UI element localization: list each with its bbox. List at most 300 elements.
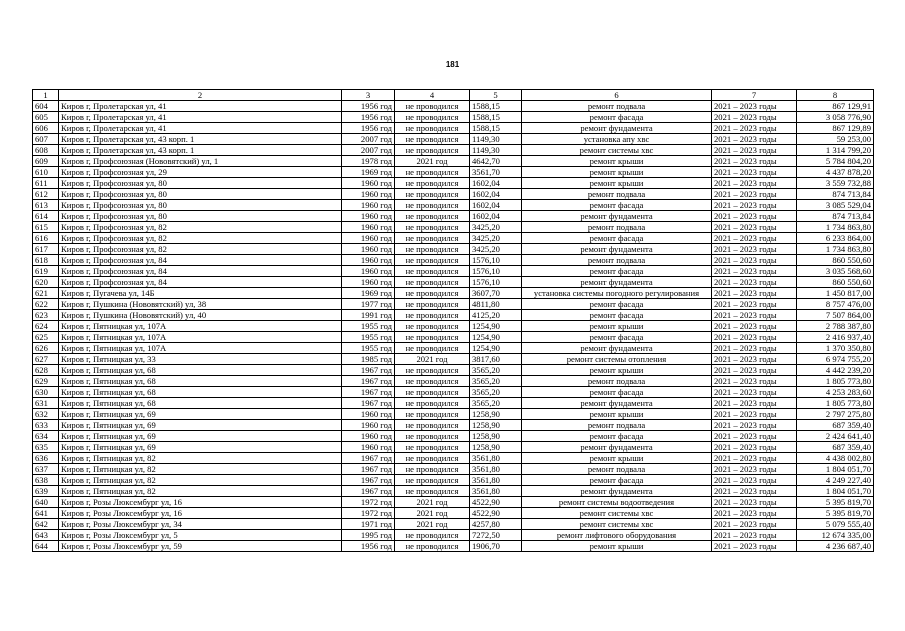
address-cell: Киров г, Пугачева ул, 14Б	[59, 288, 342, 299]
build-year-cell: 1956 год	[342, 123, 395, 134]
last-repair-cell: не проводился	[395, 387, 470, 398]
period-cell: 2021 – 2023 годы	[712, 200, 797, 211]
address-cell: Киров г, Профсоюзная ул, 29	[59, 167, 342, 178]
cost-cell: 4 253 283,60	[797, 387, 874, 398]
row-number: 642	[33, 519, 59, 530]
address-cell: Киров г, Профсоюзная (Нововятский) ул, 1	[59, 156, 342, 167]
row-number: 607	[33, 134, 59, 145]
cost-cell: 8 757 476,00	[797, 299, 874, 310]
area-cell: 1602,04	[470, 189, 522, 200]
area-cell: 4257,80	[470, 519, 522, 530]
address-cell: Киров г, Пятницкая ул, 68	[59, 387, 342, 398]
table-row	[33, 431, 874, 442]
last-repair-cell: не проводился	[395, 442, 470, 453]
build-year-cell: 1967 год	[342, 376, 395, 387]
period-cell: 2021 – 2023 годы	[712, 299, 797, 310]
work-type-cell: ремонт фундамента	[522, 277, 712, 288]
table-row	[33, 321, 874, 332]
address-cell: Киров г, Пятницкая ул, 69	[59, 409, 342, 420]
period-cell: 2021 – 2023 годы	[712, 387, 797, 398]
cost-cell: 6 974 755,20	[797, 354, 874, 365]
address-cell: Киров г, Пятницкая ул, 33	[59, 354, 342, 365]
address-cell: Киров г, Пятницкая ул, 69	[59, 442, 342, 453]
period-cell: 2021 – 2023 годы	[712, 343, 797, 354]
table-row	[33, 442, 874, 453]
work-type-cell: ремонт крыши	[522, 409, 712, 420]
build-year-cell: 1960 год	[342, 266, 395, 277]
period-cell: 2021 – 2023 годы	[712, 442, 797, 453]
address-cell: Киров г, Профсоюзная ул, 84	[59, 277, 342, 288]
work-type-cell: ремонт фундамента	[522, 123, 712, 134]
row-number: 638	[33, 475, 59, 486]
table-row	[33, 123, 874, 134]
last-repair-cell: 2021 год	[395, 519, 470, 530]
address-cell: Киров г, Розы Люксембург ул, 5	[59, 530, 342, 541]
period-cell: 2021 – 2023 годы	[712, 486, 797, 497]
cost-cell: 1 314 799,20	[797, 145, 874, 156]
work-type-cell: ремонт крыши	[522, 541, 712, 552]
last-repair-cell: не проводился	[395, 453, 470, 464]
last-repair-cell: не проводился	[395, 530, 470, 541]
row-number: 640	[33, 497, 59, 508]
last-repair-cell: не проводился	[395, 321, 470, 332]
area-cell: 1588,15	[470, 112, 522, 123]
work-type-cell: ремонт фасада	[522, 266, 712, 277]
build-year-cell: 1960 год	[342, 431, 395, 442]
work-type-cell: ремонт системы хвс	[522, 519, 712, 530]
table-row	[33, 266, 874, 277]
column-header: 6	[522, 90, 712, 101]
period-cell: 2021 – 2023 годы	[712, 211, 797, 222]
period-cell: 2021 – 2023 годы	[712, 398, 797, 409]
address-cell: Киров г, Профсоюзная ул, 80	[59, 200, 342, 211]
address-cell: Киров г, Профсоюзная ул, 82	[59, 233, 342, 244]
cost-cell: 4 437 878,20	[797, 167, 874, 178]
area-cell: 3425,20	[470, 222, 522, 233]
table-row	[33, 541, 874, 552]
area-cell: 1906,70	[470, 541, 522, 552]
area-cell: 3561,80	[470, 475, 522, 486]
work-type-cell: ремонт системы водоотведения	[522, 497, 712, 508]
area-cell: 4522,90	[470, 497, 522, 508]
row-number: 608	[33, 145, 59, 156]
work-type-cell: ремонт фундамента	[522, 486, 712, 497]
table-row	[33, 255, 874, 266]
work-type-cell: ремонт подвала	[522, 376, 712, 387]
period-cell: 2021 – 2023 годы	[712, 233, 797, 244]
build-year-cell: 1960 год	[342, 178, 395, 189]
last-repair-cell: не проводился	[395, 464, 470, 475]
table-row	[33, 519, 874, 530]
period-cell: 2021 – 2023 годы	[712, 244, 797, 255]
last-repair-cell: не проводился	[395, 266, 470, 277]
address-cell: Киров г, Пятницкая ул, 68	[59, 365, 342, 376]
area-cell: 7272,50	[470, 530, 522, 541]
cost-cell: 3 559 732,88	[797, 178, 874, 189]
cost-cell: 4 438 002,80	[797, 453, 874, 464]
row-number: 629	[33, 376, 59, 387]
last-repair-cell: 2021 год	[395, 156, 470, 167]
cost-cell: 5 395 819,70	[797, 497, 874, 508]
cost-cell: 860 550,60	[797, 277, 874, 288]
row-number: 634	[33, 431, 59, 442]
table-row	[33, 508, 874, 519]
cost-cell: 5 079 555,40	[797, 519, 874, 530]
period-cell: 2021 – 2023 годы	[712, 288, 797, 299]
address-cell: Киров г, Пролетарская ул, 43 корп. 1	[59, 145, 342, 156]
last-repair-cell: не проводился	[395, 167, 470, 178]
column-header: 7	[712, 90, 797, 101]
cost-cell: 2 424 641,40	[797, 431, 874, 442]
area-cell: 1602,04	[470, 211, 522, 222]
cost-cell: 4 236 687,40	[797, 541, 874, 552]
last-repair-cell: 2021 год	[395, 354, 470, 365]
last-repair-cell: не проводился	[395, 299, 470, 310]
work-type-cell: ремонт фасада	[522, 387, 712, 398]
row-number: 625	[33, 332, 59, 343]
work-type-cell: ремонт подвала	[522, 189, 712, 200]
table-row	[33, 211, 874, 222]
table-row	[33, 376, 874, 387]
work-type-cell: ремонт фасада	[522, 112, 712, 123]
address-cell: Киров г, Профсоюзная ул, 84	[59, 255, 342, 266]
cost-cell: 1 804 051,70	[797, 464, 874, 475]
address-cell: Киров г, Пятницкая ул, 68	[59, 398, 342, 409]
work-type-cell: ремонт системы хвс	[522, 145, 712, 156]
work-type-cell: ремонт крыши	[522, 156, 712, 167]
period-cell: 2021 – 2023 годы	[712, 123, 797, 134]
row-number: 618	[33, 255, 59, 266]
row-number: 617	[33, 244, 59, 255]
address-cell: Киров г, Профсоюзная ул, 80	[59, 211, 342, 222]
row-number: 610	[33, 167, 59, 178]
period-cell: 2021 – 2023 годы	[712, 145, 797, 156]
address-cell: Киров г, Пролетарская ул, 41	[59, 112, 342, 123]
area-cell: 4125,20	[470, 310, 522, 321]
last-repair-cell: не проводился	[395, 420, 470, 431]
work-type-cell: ремонт фундамента	[522, 244, 712, 255]
area-cell: 1588,15	[470, 123, 522, 134]
work-type-cell: ремонт системы хвс	[522, 508, 712, 519]
last-repair-cell: не проводился	[395, 277, 470, 288]
table-row	[33, 200, 874, 211]
area-cell: 3561,70	[470, 167, 522, 178]
build-year-cell: 1969 год	[342, 288, 395, 299]
row-number: 611	[33, 178, 59, 189]
cost-cell: 1 805 773,80	[797, 398, 874, 409]
period-cell: 2021 – 2023 годы	[712, 178, 797, 189]
row-number: 622	[33, 299, 59, 310]
address-cell: Киров г, Пятницкая ул, 107А	[59, 321, 342, 332]
period-cell: 2021 – 2023 годы	[712, 156, 797, 167]
table-row	[33, 288, 874, 299]
last-repair-cell: не проводился	[395, 200, 470, 211]
column-header: 8	[797, 90, 874, 101]
column-number-row	[33, 90, 874, 101]
work-type-cell: ремонт фундамента	[522, 343, 712, 354]
cost-cell: 687 359,40	[797, 442, 874, 453]
period-cell: 2021 – 2023 годы	[712, 266, 797, 277]
address-cell: Киров г, Пятницкая ул, 82	[59, 464, 342, 475]
address-cell: Киров г, Профсоюзная ул, 82	[59, 222, 342, 233]
work-type-cell: ремонт фундамента	[522, 442, 712, 453]
table-row	[33, 497, 874, 508]
last-repair-cell: не проводился	[395, 398, 470, 409]
build-year-cell: 2007 год	[342, 134, 395, 145]
cost-cell: 1 450 817,00	[797, 288, 874, 299]
build-year-cell: 1971 год	[342, 519, 395, 530]
table-row	[33, 420, 874, 431]
area-cell: 3561,80	[470, 486, 522, 497]
period-cell: 2021 – 2023 годы	[712, 255, 797, 266]
address-cell: Киров г, Пролетарская ул, 43 корп. 1	[59, 134, 342, 145]
period-cell: 2021 – 2023 годы	[712, 167, 797, 178]
address-cell: Киров г, Профсоюзная ул, 80	[59, 178, 342, 189]
last-repair-cell: не проводился	[395, 541, 470, 552]
work-type-cell: ремонт крыши	[522, 453, 712, 464]
last-repair-cell: не проводился	[395, 343, 470, 354]
cost-cell: 59 253,00	[797, 134, 874, 145]
area-cell: 3607,70	[470, 288, 522, 299]
cost-cell: 687 359,40	[797, 420, 874, 431]
row-number: 637	[33, 464, 59, 475]
row-number: 621	[33, 288, 59, 299]
build-year-cell: 1967 год	[342, 387, 395, 398]
period-cell: 2021 – 2023 годы	[712, 222, 797, 233]
period-cell: 2021 – 2023 годы	[712, 497, 797, 508]
period-cell: 2021 – 2023 годы	[712, 354, 797, 365]
address-cell: Киров г, Пятницкая ул, 69	[59, 420, 342, 431]
work-type-cell: ремонт крыши	[522, 321, 712, 332]
column-header: 3	[342, 90, 395, 101]
period-cell: 2021 – 2023 годы	[712, 321, 797, 332]
last-repair-cell: не проводился	[395, 233, 470, 244]
row-number: 604	[33, 101, 59, 112]
area-cell: 1576,10	[470, 255, 522, 266]
address-cell: Киров г, Профсоюзная ул, 80	[59, 189, 342, 200]
row-number: 630	[33, 387, 59, 398]
table-row	[33, 453, 874, 464]
address-cell: Киров г, Пролетарская ул, 41	[59, 101, 342, 112]
cost-cell: 5 395 819,70	[797, 508, 874, 519]
work-type-cell: ремонт фасада	[522, 332, 712, 343]
cost-cell: 1 734 863,80	[797, 244, 874, 255]
address-cell: Киров г, Пятницкая ул, 82	[59, 475, 342, 486]
build-year-cell: 1960 год	[342, 200, 395, 211]
column-header: 5	[470, 90, 522, 101]
work-type-cell: ремонт подвала	[522, 420, 712, 431]
build-year-cell: 1960 год	[342, 409, 395, 420]
build-year-cell: 1960 год	[342, 277, 395, 288]
last-repair-cell: 2021 год	[395, 508, 470, 519]
table-row	[33, 134, 874, 145]
area-cell: 1602,04	[470, 178, 522, 189]
row-number: 631	[33, 398, 59, 409]
last-repair-cell: не проводился	[395, 365, 470, 376]
address-cell: Киров г, Профсоюзная ул, 82	[59, 244, 342, 255]
row-number: 623	[33, 310, 59, 321]
area-cell: 3565,20	[470, 365, 522, 376]
work-type-cell: ремонт подвала	[522, 222, 712, 233]
area-cell: 3817,60	[470, 354, 522, 365]
build-year-cell: 1960 год	[342, 420, 395, 431]
work-type-cell: ремонт системы отопления	[522, 354, 712, 365]
last-repair-cell: не проводился	[395, 376, 470, 387]
area-cell: 4811,80	[470, 299, 522, 310]
period-cell: 2021 – 2023 годы	[712, 310, 797, 321]
last-repair-cell: не проводился	[395, 310, 470, 321]
address-cell: Киров г, Пушкина (Нововятский) ул, 40	[59, 310, 342, 321]
build-year-cell: 1969 год	[342, 167, 395, 178]
last-repair-cell: не проводился	[395, 475, 470, 486]
row-number: 626	[33, 343, 59, 354]
cost-cell: 4 442 239,20	[797, 365, 874, 376]
work-type-cell: ремонт фасада	[522, 200, 712, 211]
table-row	[33, 365, 874, 376]
table-row	[33, 112, 874, 123]
build-year-cell: 1967 год	[342, 475, 395, 486]
table-row	[33, 222, 874, 233]
cost-cell: 1 804 051,70	[797, 486, 874, 497]
work-type-cell: установка системы погодного регулирования	[522, 288, 712, 299]
row-number: 641	[33, 508, 59, 519]
build-year-cell: 1960 год	[342, 211, 395, 222]
table-row	[33, 178, 874, 189]
work-type-cell: ремонт фасада	[522, 310, 712, 321]
area-cell: 1254,90	[470, 332, 522, 343]
last-repair-cell: не проводился	[395, 101, 470, 112]
area-cell: 1254,90	[470, 343, 522, 354]
build-year-cell: 1956 год	[342, 101, 395, 112]
last-repair-cell: не проводился	[395, 189, 470, 200]
build-year-cell: 1967 год	[342, 464, 395, 475]
build-year-cell: 1960 год	[342, 189, 395, 200]
build-year-cell: 1977 год	[342, 299, 395, 310]
row-number: 605	[33, 112, 59, 123]
area-cell: 4522,90	[470, 508, 522, 519]
last-repair-cell: не проводился	[395, 486, 470, 497]
work-type-cell: установка апу хвс	[522, 134, 712, 145]
table-row	[33, 299, 874, 310]
build-year-cell: 1985 год	[342, 354, 395, 365]
row-number: 635	[33, 442, 59, 453]
area-cell: 3425,20	[470, 244, 522, 255]
period-cell: 2021 – 2023 годы	[712, 101, 797, 112]
cost-cell: 1 734 863,80	[797, 222, 874, 233]
cost-cell: 2 797 275,80	[797, 409, 874, 420]
period-cell: 2021 – 2023 годы	[712, 112, 797, 123]
cost-cell: 12 674 335,00	[797, 530, 874, 541]
address-cell: Киров г, Розы Люксембург ул, 16	[59, 508, 342, 519]
build-year-cell: 1972 год	[342, 508, 395, 519]
area-cell: 1258,90	[470, 431, 522, 442]
cost-cell: 1 370 350,80	[797, 343, 874, 354]
last-repair-cell: не проводился	[395, 112, 470, 123]
row-number: 628	[33, 365, 59, 376]
work-type-cell: ремонт подвала	[522, 464, 712, 475]
table-row	[33, 464, 874, 475]
repair-schedule-table	[32, 89, 874, 552]
column-header: 1	[33, 90, 59, 101]
address-cell: Киров г, Пятницкая ул, 107А	[59, 343, 342, 354]
period-cell: 2021 – 2023 годы	[712, 332, 797, 343]
table-row	[33, 244, 874, 255]
cost-cell: 3 058 776,90	[797, 112, 874, 123]
build-year-cell: 1955 год	[342, 321, 395, 332]
row-number: 633	[33, 420, 59, 431]
column-header: 4	[395, 90, 470, 101]
build-year-cell: 1960 год	[342, 244, 395, 255]
cost-cell: 5 784 804,20	[797, 156, 874, 167]
work-type-cell: ремонт фундамента	[522, 398, 712, 409]
page-number: 181	[445, 60, 460, 69]
row-number: 643	[33, 530, 59, 541]
cost-cell: 867 129,91	[797, 101, 874, 112]
build-year-cell: 1960 год	[342, 255, 395, 266]
cost-cell: 867 129,89	[797, 123, 874, 134]
address-cell: Киров г, Пятницкая ул, 82	[59, 486, 342, 497]
cost-cell: 874 713,84	[797, 189, 874, 200]
period-cell: 2021 – 2023 годы	[712, 541, 797, 552]
period-cell: 2021 – 2023 годы	[712, 409, 797, 420]
area-cell: 1149,30	[470, 134, 522, 145]
row-number: 609	[33, 156, 59, 167]
cost-cell: 3 085 529,04	[797, 200, 874, 211]
cost-cell: 6 233 864,00	[797, 233, 874, 244]
area-cell: 1576,10	[470, 277, 522, 288]
period-cell: 2021 – 2023 годы	[712, 508, 797, 519]
period-cell: 2021 – 2023 годы	[712, 530, 797, 541]
period-cell: 2021 – 2023 годы	[712, 453, 797, 464]
address-cell: Киров г, Пролетарская ул, 41	[59, 123, 342, 134]
area-cell: 3425,20	[470, 233, 522, 244]
period-cell: 2021 – 2023 годы	[712, 431, 797, 442]
build-year-cell: 1995 год	[342, 530, 395, 541]
row-number: 612	[33, 189, 59, 200]
table-row	[33, 409, 874, 420]
table-row	[33, 277, 874, 288]
row-number: 632	[33, 409, 59, 420]
last-repair-cell: не проводился	[395, 431, 470, 442]
build-year-cell: 1956 год	[342, 541, 395, 552]
area-cell: 1602,04	[470, 200, 522, 211]
address-cell: Киров г, Розы Люксембург ул, 59	[59, 541, 342, 552]
area-cell: 1576,10	[470, 266, 522, 277]
area-cell: 1588,15	[470, 101, 522, 112]
area-cell: 1254,90	[470, 321, 522, 332]
last-repair-cell: не проводился	[395, 178, 470, 189]
table-row	[33, 189, 874, 200]
table-row	[33, 156, 874, 167]
period-cell: 2021 – 2023 годы	[712, 277, 797, 288]
work-type-cell: ремонт фасада	[522, 233, 712, 244]
cost-cell: 3 035 568,60	[797, 266, 874, 277]
table-row	[33, 145, 874, 156]
address-cell: Киров г, Пятницкая ул, 107А	[59, 332, 342, 343]
table-body	[33, 101, 874, 552]
address-cell: Киров г, Пушкина (Нововятский) ул, 38	[59, 299, 342, 310]
table-row	[33, 398, 874, 409]
period-cell: 2021 – 2023 годы	[712, 365, 797, 376]
row-number: 606	[33, 123, 59, 134]
last-repair-cell: не проводился	[395, 255, 470, 266]
area-cell: 1258,90	[470, 409, 522, 420]
row-number: 615	[33, 222, 59, 233]
area-cell: 3561,80	[470, 453, 522, 464]
area-cell: 4642,70	[470, 156, 522, 167]
row-number: 613	[33, 200, 59, 211]
table-row	[33, 354, 874, 365]
